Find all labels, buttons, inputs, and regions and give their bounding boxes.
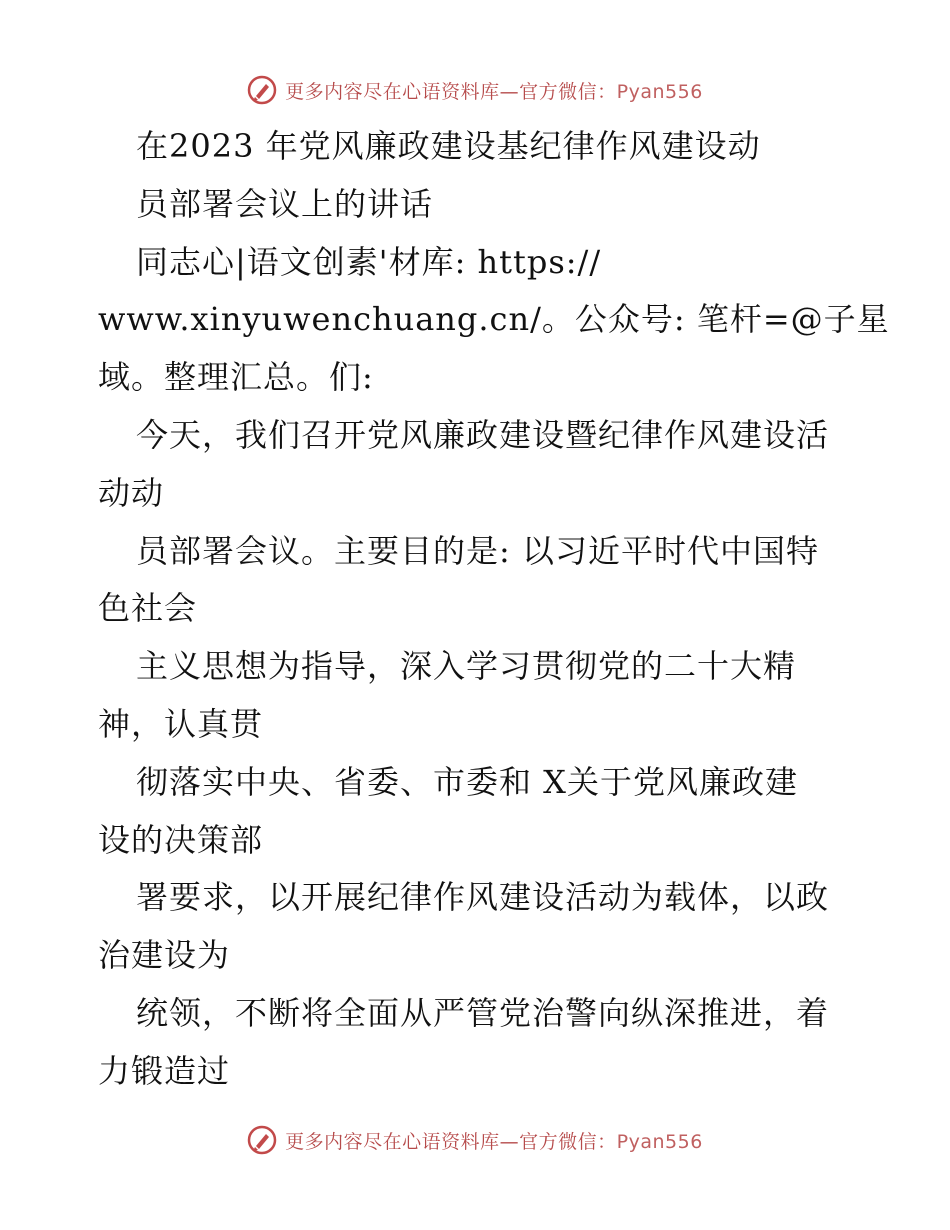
watermark-text: 更多内容尽在心语资料库—官方微信： xyxy=(285,80,617,103)
text-line: 在2023 年党风廉政建设基纪律作风建设动 xyxy=(136,127,761,165)
text-line: 域。整理汇总。们: xyxy=(98,358,374,397)
text-line: 主义思想为指导，深入学习贯彻党的二十大精 xyxy=(136,647,797,686)
text-line: 动动 xyxy=(98,473,165,512)
text-line: 署要求，以开展纪律作风建设活动为载体，以政 xyxy=(136,878,830,917)
text-line: 员部署会议上的讲话 xyxy=(136,184,434,223)
text-line: 神，认真贯 xyxy=(98,704,264,743)
pen-nib-logo-icon xyxy=(247,1125,277,1155)
text-line: 设的决策部 xyxy=(98,820,264,859)
text-line: 色社会 xyxy=(98,589,198,628)
document-body xyxy=(98,118,890,1101)
watermark-header xyxy=(0,70,950,110)
text-line: 治建设为 xyxy=(98,936,231,975)
watermark-handle: Pyan556 xyxy=(616,1130,703,1153)
text-line: 力锻造过 xyxy=(98,1051,231,1090)
watermark-footer xyxy=(0,1120,950,1160)
pen-nib-logo-icon xyxy=(247,75,277,105)
text-line: www.xinyuwenchuang.cn/。公众号: 笔杆=@子星 xyxy=(98,300,890,339)
text-line: 统领，不断将全面从严管党治警向纵深推进，着 xyxy=(136,993,830,1032)
text-line: 彻落实中央、省委、市委和 X关于党风廉政建 xyxy=(136,762,798,801)
watermark-handle: Pyan556 xyxy=(616,80,703,103)
text-line: 同志心|语文创素'材库: https:// xyxy=(136,242,602,281)
text-line: 员部署会议。主要目的是: 以习近平时代中国特 xyxy=(136,531,819,570)
watermark-text: 更多内容尽在心语资料库—官方微信： xyxy=(285,1130,617,1153)
text-line: 今天，我们召开党风廉政建设暨纪律作风建设活 xyxy=(136,415,830,454)
